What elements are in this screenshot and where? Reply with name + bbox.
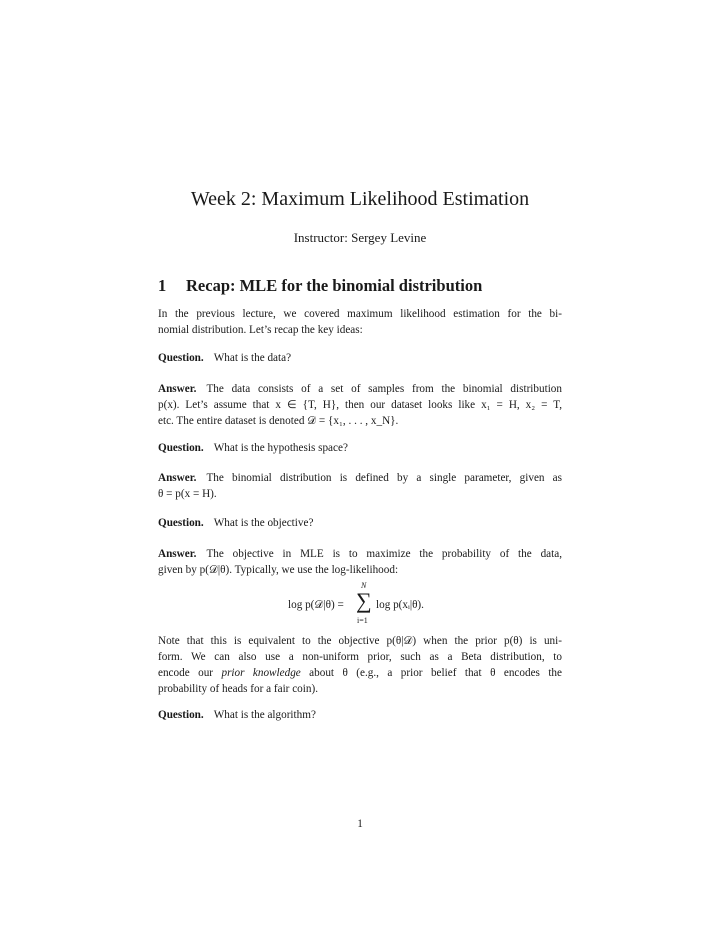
log-likelihood-equation	[0, 581, 720, 626]
answer-label: Answer.	[158, 548, 197, 560]
equation-rhs: log p(xᵢ|θ).	[376, 599, 424, 611]
note-line-3-start: encode our	[158, 667, 222, 679]
question-label: Question.	[158, 517, 204, 529]
intro-line-1: In the previous lecture, we covered maximum likelihood estimation for the bi-	[158, 308, 562, 320]
page-number: 1	[357, 818, 363, 830]
question-label: Question.	[158, 352, 204, 364]
answer-2-line-1: The binomial distribution is defined by a single parameter, given as	[206, 472, 562, 484]
answer-1-line-1: The data consists of a set of samples from the binomial distribution	[206, 383, 562, 395]
summation-symbol: ∑	[356, 588, 372, 613]
answer-1-line-3: etc. The entire dataset is denoted 𝒟 = {x₁, . . . , x_N}.	[158, 415, 399, 427]
equation-lhs: log p(𝒟|θ) =	[288, 599, 344, 611]
note-line-1: Note that this is equivalent to the objective p(θ|𝒟) when the prior p(θ) is uni-	[158, 635, 562, 647]
answer-label: Answer.	[158, 472, 197, 484]
question-4	[158, 707, 562, 723]
question-label: Question.	[158, 442, 204, 454]
section-heading	[158, 276, 482, 296]
question-text: What is the algorithm?	[213, 709, 316, 721]
question-3	[158, 515, 562, 531]
answer-2-line-2: θ = p(x = H).	[158, 488, 217, 500]
answer-3-line-2: given by p(𝒟|θ). Typically, we use the log-likelihood:	[158, 564, 399, 576]
note-paragraph	[158, 633, 562, 697]
question-2	[158, 440, 562, 456]
answer-1-line-2: p(x). Let’s assume that x ∈ {T, H}, then our dataset looks like x₁ = H, x₂ = T,	[158, 399, 562, 411]
document-title: Week 2: Maximum Likelihood Estimation	[190, 188, 530, 210]
section-title: Recap: MLE for the binomial distribution	[186, 276, 483, 295]
question-text: What is the hypothesis space?	[213, 442, 348, 454]
question-text: What is the objective?	[213, 517, 314, 529]
section-number: 1	[158, 276, 167, 295]
intro-paragraph	[158, 306, 562, 338]
sum-lower-limit: i=1	[357, 616, 368, 625]
author-line: Instructor: Sergey Levine	[293, 230, 427, 245]
intro-line-2: nomial distribution. Let’s recap the key ideas:	[158, 324, 363, 336]
answer-2	[158, 470, 562, 502]
note-line-3	[158, 665, 562, 681]
prior-knowledge-emphasis: prior knowledge	[221, 667, 301, 679]
note-line-3-end: about θ (e.g., a prior belief that θ encodes the	[300, 667, 562, 679]
answer-3-line-1: The objective in MLE is to maximize the probability of the data,	[206, 548, 562, 560]
sum-upper-limit: N	[361, 581, 367, 590]
answer-label: Answer.	[158, 383, 197, 395]
answer-1	[158, 381, 562, 429]
answer-3	[158, 546, 562, 578]
note-line-2: form. We can also use a non-uniform prior, such as a Beta distribution, to	[158, 651, 562, 663]
question-text: What is the data?	[213, 352, 292, 364]
question-1	[158, 350, 562, 366]
note-line-4: probability of heads for a fair coin).	[158, 683, 318, 695]
question-label: Question.	[158, 709, 204, 721]
